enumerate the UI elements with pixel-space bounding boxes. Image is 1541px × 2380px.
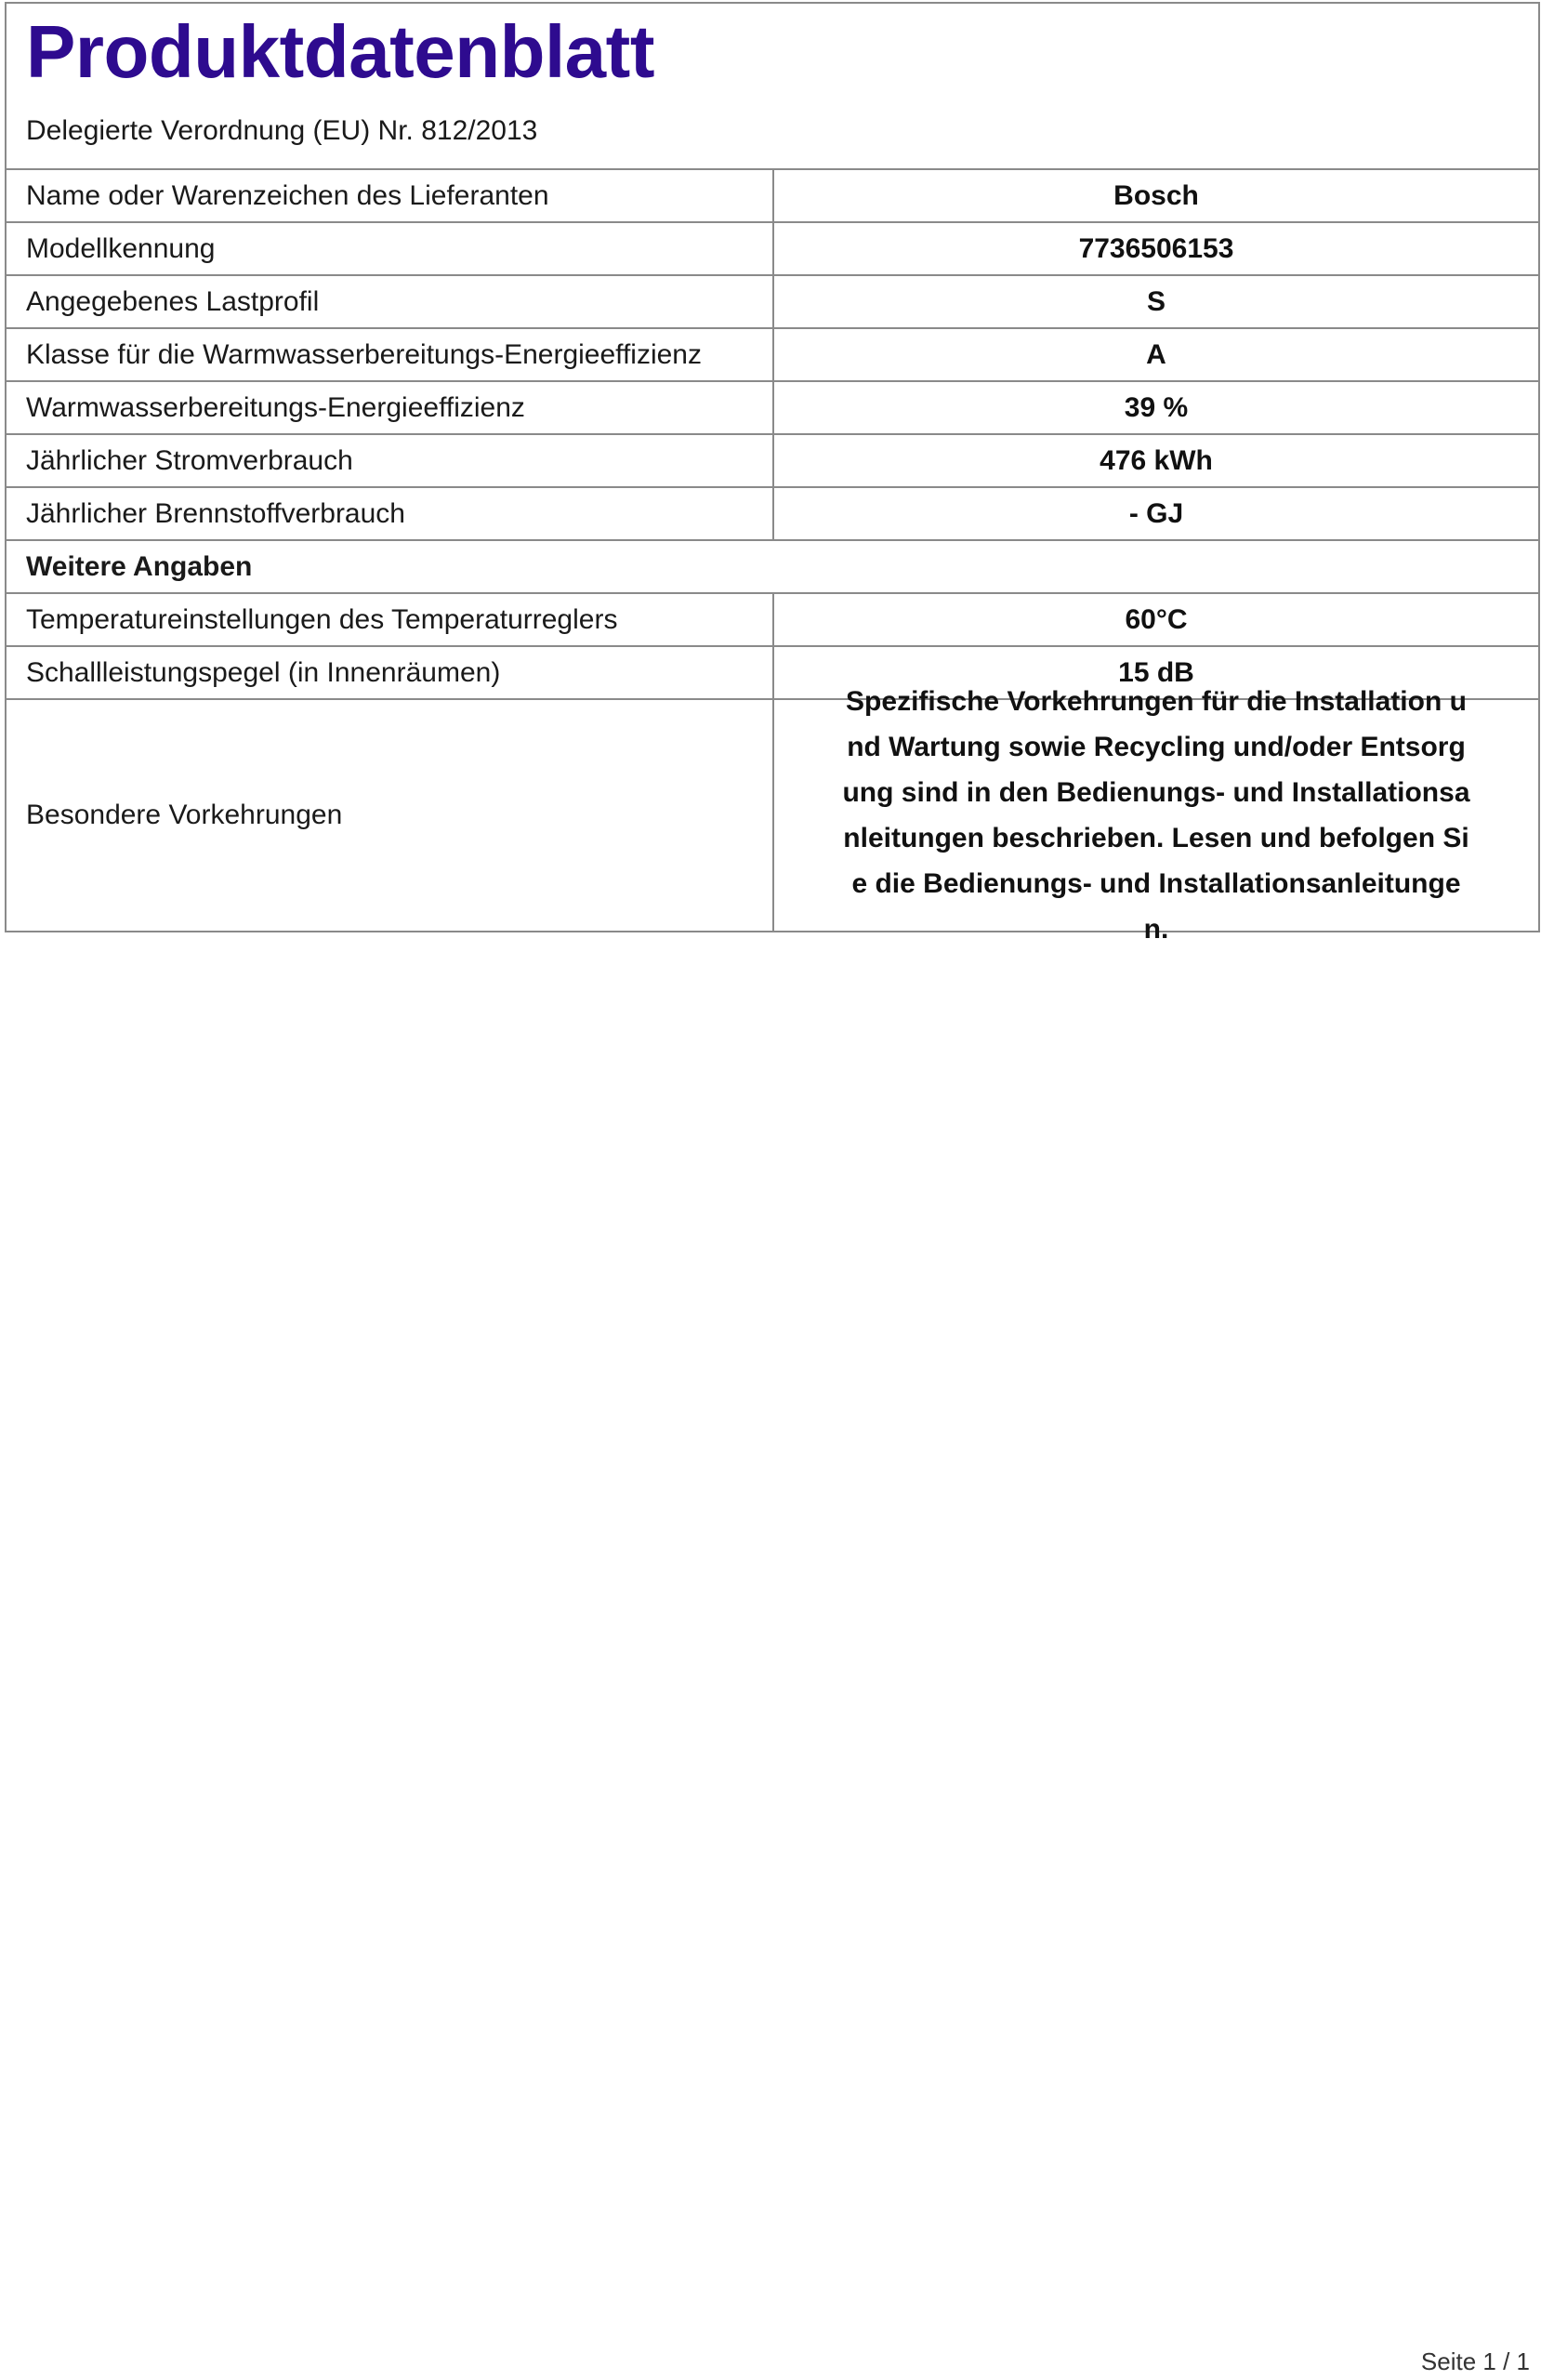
row-label: Name oder Warenzeichen des Lieferanten [7, 170, 774, 221]
title-block [7, 2, 1538, 170]
product-data-sheet [5, 2, 1540, 945]
row-label: Jährlicher Brennstoffverbrauch [7, 488, 774, 539]
row-label: Klasse für die Warmwasserbereitungs-Energieeffizienz [7, 329, 774, 380]
section-header-further-info [7, 541, 1538, 594]
row-label: Jährlicher Stromverbrauch [7, 435, 774, 486]
row-label: Schallleistungspegel (in Innenräumen) [7, 647, 774, 698]
row-label: Temperatureinstellungen des Temperaturreglers [7, 594, 774, 645]
table-row-special-precautions [7, 686, 1538, 945]
page-number: Seite 1 / 1 [1420, 2347, 1530, 2375]
row-value: A [1146, 338, 1166, 370]
table-row-efficiency-class [7, 329, 1538, 382]
row-value: 39 % [1124, 391, 1189, 423]
row-value: - GJ [1128, 497, 1184, 529]
row-label: Warmwasserbereitungs-Energieeffizienz [7, 382, 774, 433]
precautions-text: Spezifische Vorkehrungen für die Installation und Wartung sowie Recycling und/oder Entsorgung sind in den Bedienungs- und Installationsanleitungen beschrieben. Lesen und befolgen Sie die Bedienungs- und Installationsanleitungen. [842, 686, 1470, 945]
table-row-supplier [7, 170, 1538, 223]
row-label: Modellkennung [7, 223, 774, 274]
row-value: Bosch [1113, 179, 1199, 211]
row-label: Angegebenes Lastprofil [7, 276, 774, 327]
table-row-electricity [7, 435, 1538, 488]
row-label: Besondere Vorkehrungen [7, 700, 774, 931]
table-row-temperature [7, 594, 1538, 647]
document-title: Produktdatenblatt [26, 10, 654, 93]
row-value: 15 dB [1118, 656, 1194, 688]
table-row-efficiency [7, 382, 1538, 435]
row-value: 60°C [1125, 603, 1188, 635]
section-label: Weitere Angaben [26, 550, 253, 582]
table-row-load-profile [7, 276, 1538, 329]
table-row-model [7, 223, 1538, 276]
row-value: 476 kWh [1100, 444, 1213, 476]
row-value-cell [774, 686, 1538, 945]
table-row-fuel [7, 488, 1538, 541]
regulation-reference: Delegierte Verordnung (EU) Nr. 812/2013 [26, 115, 538, 146]
row-value: S [1146, 285, 1166, 317]
row-value: 7736506153 [1078, 232, 1234, 264]
